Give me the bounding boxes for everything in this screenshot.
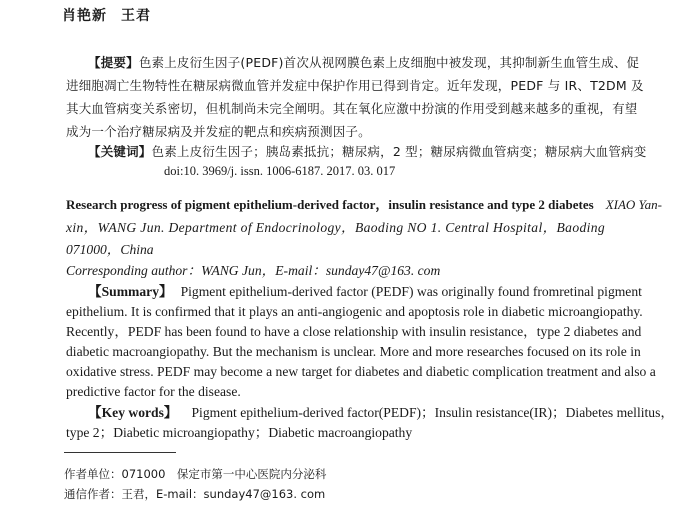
cn-abstract-text: 色素上皮衍生因子(PEDF)首次从视网膜色素上皮细胞中被发现，其抑制新生血管生成、促 bbox=[138, 55, 640, 70]
author-list bbox=[62, 6, 151, 26]
en-author-affiliation: XIAO Yan- bbox=[605, 197, 662, 212]
cn-keywords-label: 【关键词】 bbox=[88, 144, 152, 159]
en-summary-line: diabetic macroangiopathy. But the mechanism is unclear. More and more researches focused on its role in bbox=[66, 344, 641, 359]
en-summary-line: oxidative stress. PEDF may become a new target for diabetes and diabetic complication treatment and also a bbox=[66, 364, 656, 379]
corresponding-author: Corresponding author：WANG Jun，E-mail：sunday47@163. com bbox=[66, 263, 441, 278]
footnote-divider bbox=[64, 452, 176, 453]
en-affiliation-line: xin，WANG Jun. Department of Endocrinology，Baoding NO 1. Central Hospital，Baoding bbox=[66, 220, 606, 235]
cn-abstract-line: 进细胞凋亡生物特性在糖尿病微血管并发症中保护作用已得到肯定。近年发现，PEDF 与 IR、T2DM 及 bbox=[66, 78, 644, 93]
en-keywords-text: Pigment epithelium-derived factor(PEDF)；Insulin resistance(IR)；Diabetes mellitus， bbox=[191, 405, 674, 420]
footnote-affiliation: 作者单位：071000 保定市第一中心医院内分泌科 bbox=[64, 467, 327, 481]
footnote-correspondence: 通信作者：王君，E-mail：sunday47@163. com bbox=[64, 487, 326, 501]
cn-keywords-line bbox=[88, 142, 646, 162]
author-name: 肖艳新 bbox=[62, 8, 107, 24]
cn-abstract-line: 成为一个治疗糖尿病及并发症的靶点和疾病预测因子。 bbox=[66, 124, 371, 139]
cn-abstract-label: 【提要】 bbox=[88, 55, 139, 70]
en-affiliation-line: 071000，China bbox=[66, 242, 154, 257]
en-summary-line: Recently，PEDF has been found to have a close relationship with insulin resistance，type 2 diabetes and bbox=[66, 324, 642, 339]
en-summary-label: 【Summary】 bbox=[88, 284, 173, 299]
en-summary-line bbox=[88, 282, 642, 302]
en-summary-line: epithelium. It is confirmed that it plays an anti-angiogenic and apoptosis role in diabetic microangiopathy. bbox=[66, 304, 643, 319]
cn-abstract-line bbox=[88, 53, 639, 73]
en-keywords-line: type 2；Diabetic microangiopathy；Diabetic macroangiopathy bbox=[66, 425, 413, 440]
en-summary-line: predictive factor for the disease. bbox=[66, 384, 241, 399]
cn-keywords-text: 色素上皮衍生因子；胰岛素抵抗；糖尿病，2 型；糖尿病微血管病变；糖尿病大血管病变 bbox=[151, 144, 647, 159]
en-title: Research progress of pigment epithelium-derived factor，insulin resistance and type 2 diabetes bbox=[66, 197, 594, 212]
en-summary-text: Pigment epithelium-derived factor (PEDF) was originally found fromretinal pigment bbox=[180, 284, 642, 299]
en-keywords-line bbox=[88, 403, 674, 423]
doi: doi:10. 3969/j. issn. 1006-6187. 2017. 03. 017 bbox=[164, 164, 396, 178]
author-name: 王君 bbox=[121, 8, 151, 24]
cn-abstract-line: 其大血管病变关系密切，但机制尚未完全阐明。其在氧化应激中扮演的作用受到越来越多的重视，有望 bbox=[66, 101, 638, 116]
en-keywords-label: 【Key words】 bbox=[88, 405, 178, 420]
en-title-line bbox=[66, 195, 662, 215]
